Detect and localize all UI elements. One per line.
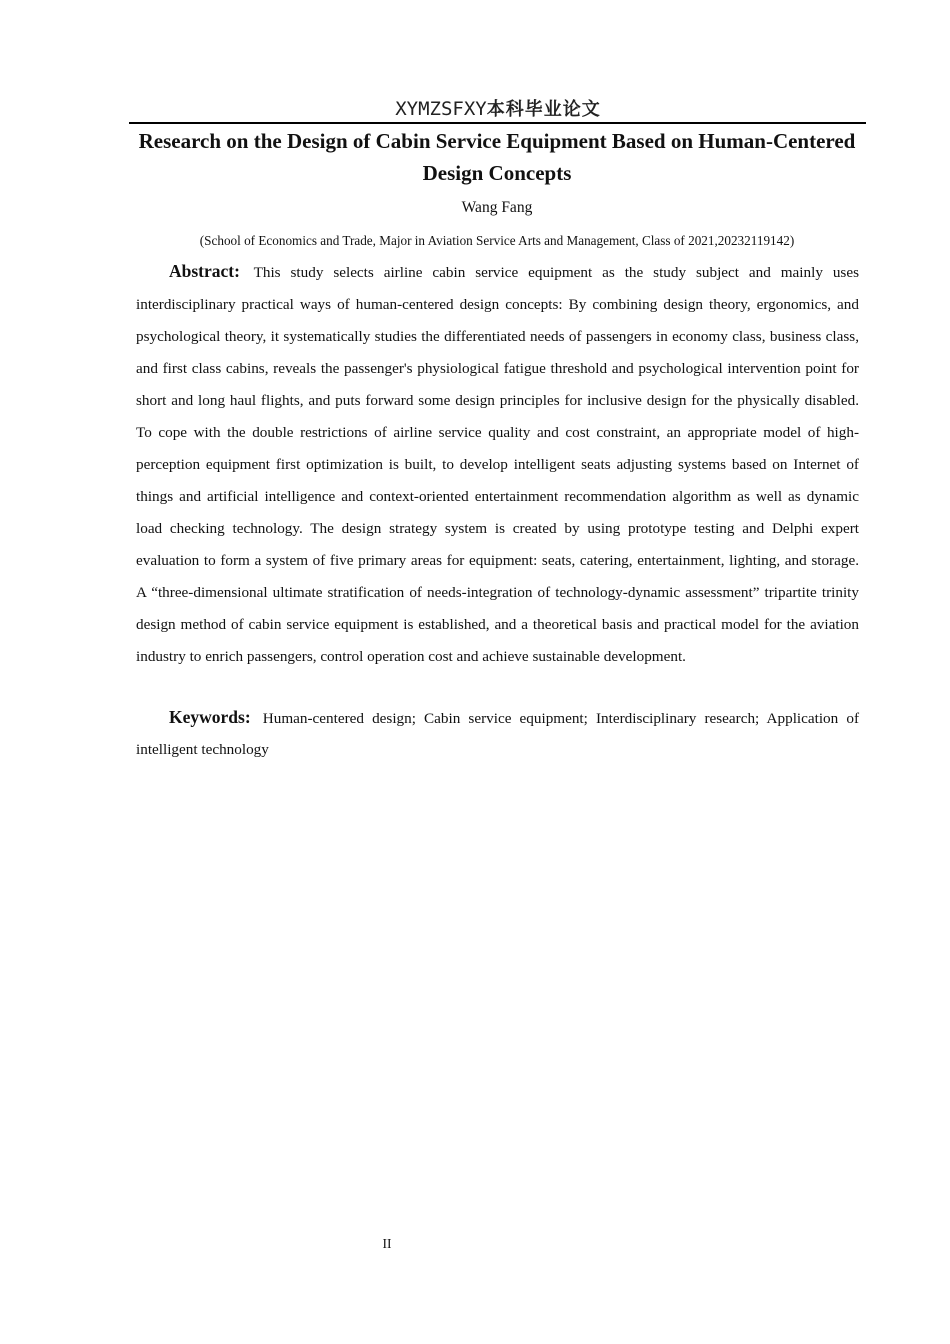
- author-affiliation: (School of Economics and Trade, Major in Aviation Service Arts and Management, Class of 2021,20232119142): [199, 233, 795, 248]
- abstract-label: Abstract:: [169, 261, 240, 281]
- author-name: Wang Fang: [461, 199, 533, 216]
- page-number: II: [382, 1236, 392, 1251]
- abstract-text: This study selects airline cabin service equipment as the study subject and mainly uses interdisciplinary practical ways of human-centered design concepts: By combining design theory, ergonomics, and psychological theory, it systematically studies the differentiated needs of passengers in economy class, business class, and first class cabins, reveals the passenger's physiological fatigue threshold and psychological intervention point for short and long haul flights, and puts forward some design principles for inclusive design for the physically disabled. To cope with the double restrictions of airline service quality and cost constraint, an appropriate model of high-perception equipment first optimization is built, to develop intelligent seats adjusting systems based on Internet of things and artificial intelligence and context-oriented entertainment recommendation algorithm as well as dynamic load checking technology. The design strategy system is created by using prototype testing and Delphi expert evaluation to form a system of five primary areas for equipment: seats, catering, entertainment, lighting, and storage. A “three-dimensional ultimate stratification of needs-integration of technology-dynamic assessment” tripartite trinity design method of cabin service equipment is established, and a theoretical basis and practical model for the aviation industry to enrich passengers, control operation cost and achieve sustainable development.: [136, 264, 859, 665]
- header-thesis-type: 本科毕业论文: [486, 99, 601, 120]
- abstract-paragraph: [136, 255, 859, 673]
- header-code: XYMZSFXY: [395, 98, 487, 120]
- running-header: [130, 96, 866, 123]
- header-rule: [129, 122, 866, 124]
- keywords-text: Human-centered design; Cabin service equipment; Interdisciplinary research; Application of intelligent technology: [136, 710, 859, 758]
- keywords-label: Keywords:: [169, 707, 251, 727]
- keywords-paragraph: [136, 702, 859, 765]
- paper-title: Research on the Design of Cabin Service Equipment Based on Human-Centered Design Concepts: [138, 129, 856, 185]
